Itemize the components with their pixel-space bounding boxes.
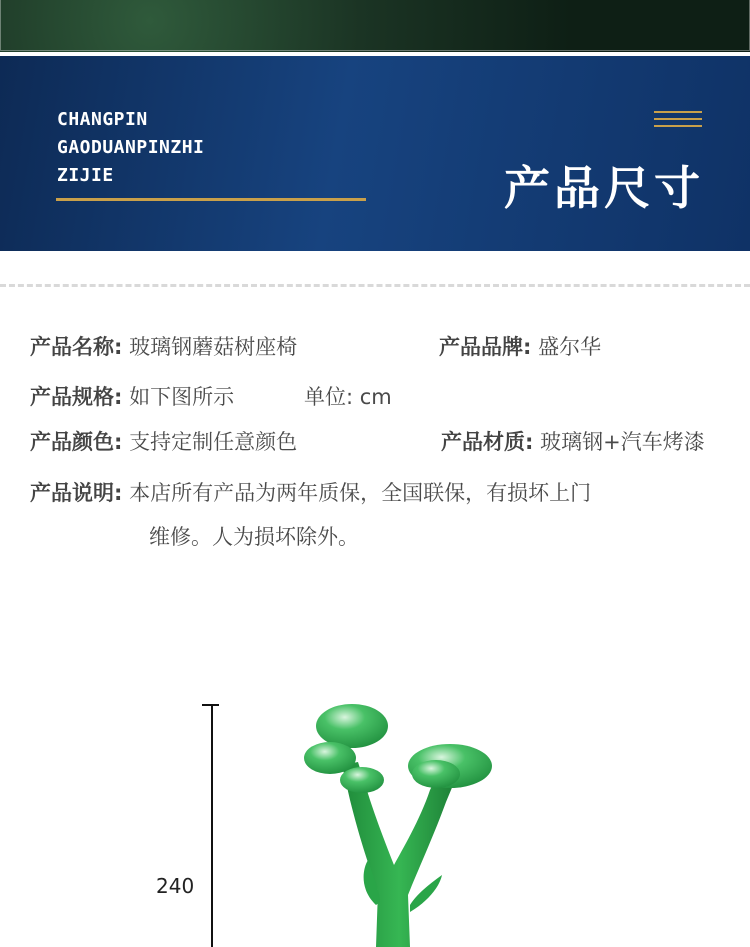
spec-name-label: 产品名称:: [30, 335, 123, 359]
spec-name-value: 玻璃钢蘑菇树座椅: [129, 335, 298, 359]
banner-en-line2: GAODUANPINZHI: [57, 137, 205, 158]
banner-en-line3: ZIJIE: [57, 165, 114, 186]
spec-color-value: 支持定制任意颜色: [129, 430, 298, 454]
spec-size: [30, 381, 234, 411]
spec-brand: [439, 331, 601, 361]
photo-frame: [0, 0, 750, 51]
dashed-divider: [0, 284, 750, 287]
spec-brand-label: 产品品牌:: [439, 335, 532, 359]
spec-color-label: 产品颜色:: [30, 430, 123, 454]
dimension-line: [211, 704, 213, 947]
spec-unit: [304, 381, 392, 411]
spec-unit-value: cm: [359, 385, 392, 409]
height-dimension-label: 240: [156, 874, 195, 898]
spec-brand-value: 盛尔华: [538, 335, 602, 359]
section-title: 产品尺寸: [504, 161, 704, 215]
menu-lines-icon: [654, 111, 702, 129]
spec-desc-line2: 维修。人为损坏除外。: [149, 525, 359, 549]
spec-material: [441, 426, 705, 456]
spec-color: [30, 426, 297, 456]
spec-unit-label: 单位:: [304, 385, 354, 409]
spec-description: [30, 477, 591, 507]
spec-name: [30, 331, 297, 361]
spec-material-label: 产品材质:: [441, 430, 534, 454]
header-photo-strip: [0, 0, 750, 52]
spec-desc-label: 产品说明:: [30, 481, 123, 505]
spec-desc-line1: 本店所有产品为两年质保，全国联保，有损坏上门: [129, 481, 592, 505]
spec-size-label: 产品规格:: [30, 385, 123, 409]
mushroom-tree-bench-image: [290, 690, 530, 947]
gold-divider: [56, 198, 366, 201]
spec-size-value: 如下图所示: [129, 385, 235, 409]
banner-english-text: [57, 106, 204, 190]
section-banner: [0, 56, 750, 251]
spec-material-value: 玻璃钢+汽车烤漆: [540, 430, 705, 454]
banner-en-line1: CHANGPIN: [57, 109, 148, 130]
